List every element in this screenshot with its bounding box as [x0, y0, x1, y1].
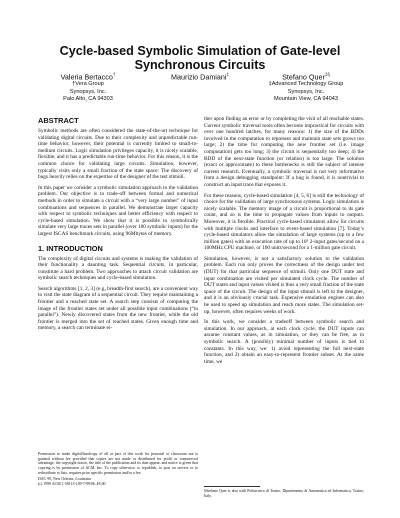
author-damiani [150, 72, 250, 81]
abstract-paragraph: Symbolic methods are often considered the state-of-the-art technique for validating digital circuits. Due to their complexity and unpredictable run-time behavior, however, their potential is currently limited to small-to-medium circuits. Logic simulation privileges capacity, it is nicely scalable, flexible, and it has a predictable run-time behavior. For this reason, it is the common choice for validating large circuits. Simulation, however, typically visits only a small fraction of the state space: The discovery of bugs heavily relies on the expertise of the designer of the test stimuli. [38, 128, 198, 181]
introduction-heading: 1. INTRODUCTION [38, 243, 103, 253]
abstract-paragraph: In this paper we consider a symbolic simulation approach to the validation problem. Our objective is to trade-off between formal and numerical methods in order to simulate a circuit with a “very large number” of input combinations and sequences in parallel. We demonstrate larger capacity with respect to symbolic techniques and better efficiency with respect to cycle-based simulation. We show that it is possible to symbolically simulate very large traces sets in parallel (over 100 symbolic inputs) for the largest ISCAS benchmark circuits, using 96Mbytes of memory. [38, 184, 198, 237]
author-name: Maurizio Damiani [170, 72, 227, 82]
body-paragraph: The complexity of digital circuits and systems is making the validation of their functionality a daunting task. Sequential circuits, in particular, constitute a hard problem. Two approaches to attack circuit validation are symbolic search techniques and cycle-based simulation. [38, 255, 198, 282]
abstract-heading: ABSTRACT [38, 116, 79, 125]
permission-notice [38, 452, 198, 488]
affiliation-line: Palo Alto, CA 94303 [63, 96, 113, 103]
body-paragraph: ther upon finding an error or by completing the visit of all reachable states. Current symbolic traversal tools often become impractical for circuits with over one hundred latches, for many reasons: 1) the size of the BDDs involved in the computation to represent and maintain state sets grows too large; 2) the time for computing the new frontier set (i.e. image computation) gets too long; 3) the circuit is sequentially too deep; 4) the BDD of the next-state function (or relation) is too large. The solution (exact or approximate) to these bottlenecks is still the subject of intense current research. Eventually, a symbolic traversal is not very informative from a design debugging standpoint: If a bug is found, it is nontrivial to construct an input trace that exposes it. [204, 116, 364, 188]
affiliation-line: Synopsys, Inc. [69, 88, 107, 95]
body-paragraph: Search algorithms [1, 2, 3] (e.g, breadth-first search), are a convenient way to visit the state diagram of a sequential circuit. They require maintaining a frontier and a reached state set. A search step consists of computing the image of the frontier states set under all possible input combinations (“in parallel”). Newly discovered states from the new frontier, while the old frontier is merged into the set of reached states. Given enough time and memory, a search can terminate ei- [38, 285, 198, 332]
right-column [204, 116, 364, 369]
author-marker: ‡ [226, 72, 230, 77]
body-paragraph: For these reasons, cycle-based simulation [4, 5, 6] is still the technology of choice for the validation of large synchronous systems. Logic simulation is nicely scalable. The memory image of a circuit is proportional to its gate count, and so is the time to propagate values from inputs to outputs. Moreover, it is flexible. Practical cycle-based simulators allow for circuits with multiple clocks and interface to event-based simulation [7]. Today’s cycle-based simulators allow the simulation of large systems (up to a few million gates) with an execution rate of up to 10⁵ 2-input gates/second on a 100MHz CPU machine, or 100 units/second for a 1-million gate circuit. [204, 192, 364, 252]
author-name: Stefano Quer [282, 72, 325, 82]
body-paragraph: Simulation, however, is not a satisfactory solution to the validation problem. Each run only proves the correctness of the design under test (DUT) for that particular sequence of stimuli. Only one DUT state and input combination are visited per simulated clock cycle. The number of DUT states and input values visited is thus a very small fraction of the state space of the circuit. The design of the input stimuli is left to the designer, and it is an obviously crucial task. Expensive emulation engines can also be used to speed up simulation and reach more states. The simulation set-up, however, often requires weeks of work. [204, 255, 364, 315]
author-name: Valeria Bertacco [60, 72, 113, 82]
affiliation-line: Synopsys, Inc. [287, 88, 325, 95]
left-column [38, 116, 198, 336]
affiliation-line: †Vera Group [72, 81, 104, 88]
author-quer [246, 72, 366, 104]
copyright-line: (c) 1999 ACM 1-58113-109-7/99/06..$5.00 [38, 482, 106, 487]
author-bertacco [38, 72, 138, 104]
affiliation-line: Mountain View, CA 94043 [274, 96, 338, 103]
conference-line: DAC 99, New Orleans, Louisiana [38, 476, 91, 481]
permission-text: Permission to make digital/hardcopy of all or part of this work for personal or classroom use is granted without fee provided that copies are not made or distributed for profit or commercial advantage, the copyright notice, the title of the publication and its date appear, and notice is given that copying is by permission of ACM, Inc. To copy otherwise, to republish, to post on servers or to redistribute to lists, requires prior specific permission and/or a fee. [38, 452, 198, 475]
affiliation-line: ‡Advanced Technology Group [268, 81, 344, 88]
author-marker: ‡§ [324, 72, 330, 77]
paper-title: Cycle-based Symbolic Simulation of Gate-level Synchronous Circuits [59, 44, 341, 72]
author-marker: † [112, 72, 116, 77]
footnote-text: §Stefano Quer is also with Politecnico di Torino, Dipartimento di Automatica ed Informatica, Torino, Italy. [204, 489, 364, 498]
body-paragraph: In this work, we consider a tradeoff between symbolic search and simulation. In our approach, at each clock cycle, the DUT inputs can assume constant values, as in simulation, or they can be free, as in symbolic search. A (possibly) minimal number of inputs is tied to constants. In this way, we: 1) avoid representing the full next-state function, and 2) obtain an easy-to-represent frontier subset. At the same time, we [204, 319, 364, 365]
footnote-rule [204, 486, 260, 487]
footnote [204, 486, 364, 499]
